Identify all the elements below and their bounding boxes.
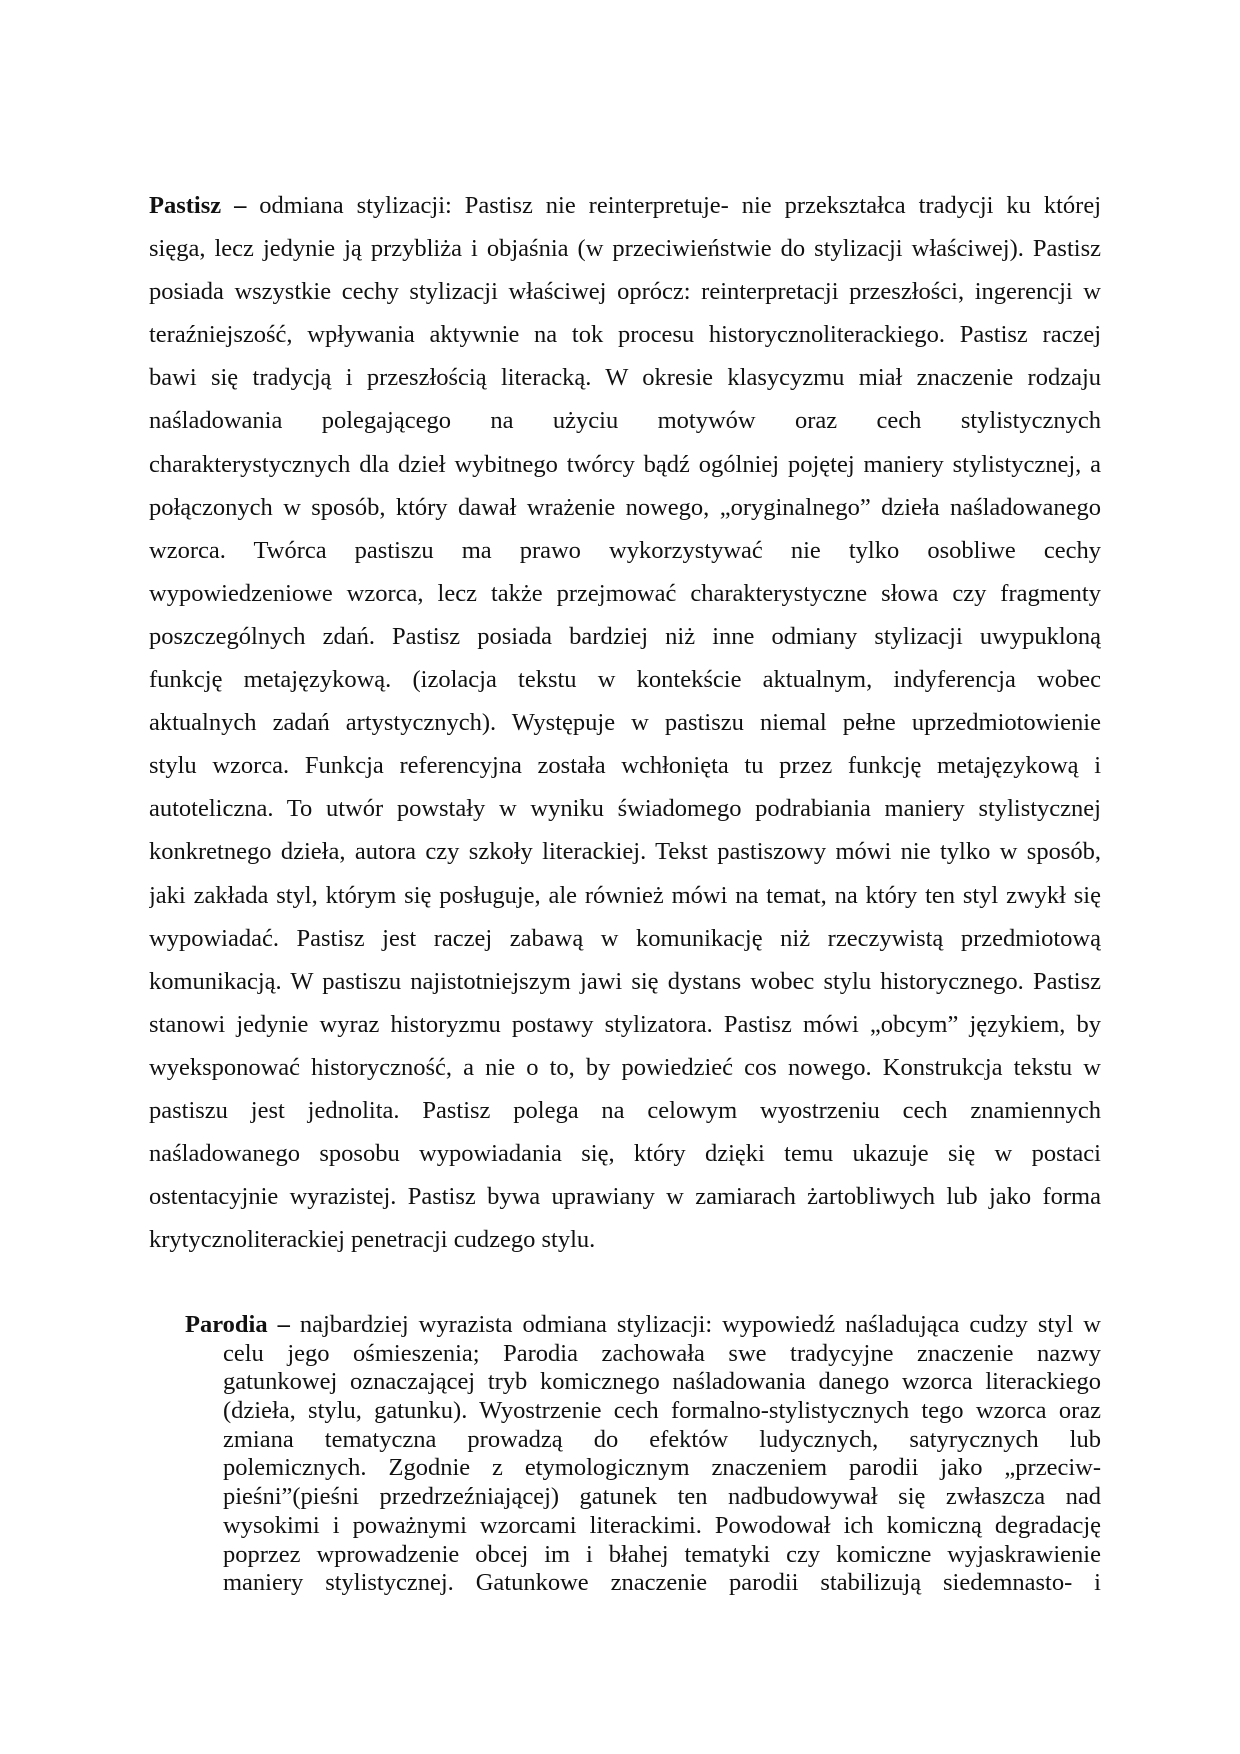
text-line — [223, 1454, 1101, 1483]
line-text: krytycznoliterackiej penetracji cudzego stylu. — [149, 1226, 596, 1254]
text-line — [149, 270, 1101, 313]
text-line — [149, 443, 1101, 486]
text-line — [149, 1218, 1101, 1261]
line-text: wyeksponować historyczność, a nie o to, by powiedzieć cos nowego. Konstrukcja tekstu w — [149, 1053, 1101, 1081]
line-text: wzorca. Twórca pastiszu ma prawo wykorzystywać nie tylko osobliwe cechy — [149, 536, 1101, 564]
line-text: stanowi jedynie wyraz historyzmu postawy stylizatora. Pastisz mówi „obcym” językiem, by — [149, 1010, 1101, 1038]
line-text: wypowiadać. Pastisz jest raczej zabawą w komunikację niż rzeczywistą przedmiotową — [149, 924, 1101, 952]
line-text: autoteliczna. To utwór powstały w wyniku świadomego podrabiania maniery stylistycznej — [149, 795, 1101, 823]
text-line — [223, 1426, 1101, 1455]
line-text: teraźniejszość, wpływania aktywnie na tok procesu historycznoliterackiego. Pastisz raczej — [149, 321, 1101, 349]
line-text: posiada wszystkie cechy stylizacji właściwej oprócz: reinterpretacji przeszłości, ingerencji w — [149, 278, 1101, 306]
text-line — [223, 1483, 1101, 1512]
text-line — [149, 701, 1101, 744]
text-line — [149, 356, 1101, 399]
line-text: celu jego ośmieszenia; Parodia zachowała swe tradycyjne znaczenie nazwy — [223, 1339, 1101, 1367]
text-line — [185, 1311, 1101, 1340]
text-line — [149, 1175, 1101, 1218]
text-line — [149, 486, 1101, 529]
text-line — [149, 874, 1101, 917]
line-text: naśladowania polegającego na użyciu motywów oraz cech stylistycznych — [149, 407, 1101, 435]
text-line — [149, 1046, 1101, 1089]
text-line — [149, 572, 1101, 615]
text-line — [149, 1003, 1101, 1046]
text-line — [149, 184, 1101, 227]
line-text: aktualnych zadań artystycznych). Występuje w pastiszu niemal pełne uprzedmiotowienie — [149, 709, 1101, 737]
line-text: odmiana stylizacji: Pastisz nie reinterpretuje- nie przekształca tradycji ku której — [246, 192, 1101, 219]
line-text: (dzieła, stylu, gatunku). Wyostrzenie cech formalno-stylistycznych tego wzorca oraz — [223, 1397, 1101, 1425]
text-line — [149, 227, 1101, 270]
line-text: pieśni”(pieśni przedrzeźniającej) gatunek ten nadbudowywał się zwłaszcza nad — [223, 1483, 1101, 1511]
text-line — [149, 1089, 1101, 1132]
text-line — [149, 313, 1101, 356]
line-text: wypowiedzeniowe wzorca, lecz także przejmować charakterystyczne słowa czy fragmenty — [149, 579, 1101, 607]
line-text: polemicznych. Zgodnie z etymologicznym znaczeniem parodii jako „przeciw- — [223, 1454, 1101, 1482]
text-line — [149, 787, 1101, 830]
line-text: pastiszu jest jednolita. Pastisz polega na celowym wyostrzeniu cech znamiennych — [149, 1096, 1101, 1124]
line-text: połączonych w sposób, który dawał wrażenie nowego, „oryginalnego” dzieła naśladowanego — [149, 493, 1101, 521]
parodia-paragraph — [185, 1311, 1101, 1598]
pastisz-paragraph — [149, 184, 1101, 1261]
text-line — [223, 1368, 1101, 1397]
line-text: gatunkowej oznaczającej tryb komicznego naśladowania danego wzorca literackiego — [223, 1368, 1101, 1396]
line-text: wysokimi i poważnymi wzorcami literackimi. Powodował ich komiczną degradację — [223, 1511, 1101, 1539]
line-text: komunikacją. W pastiszu najistotniejszym jawi się dystans wobec stylu historycznego. Pastisz — [149, 967, 1101, 995]
text-line — [149, 615, 1101, 658]
line-text: poszczególnych zdań. Pastisz posiada bardziej niż inne odmiany stylizacji uwypukloną — [149, 622, 1101, 650]
line-text: zmiana tematyczna prowadzą do efektów ludycznych, satyrycznych lub — [223, 1425, 1101, 1453]
line-text: stylu wzorca. Funkcja referencyjna została wchłonięta tu przez funkcję metajęzykową i — [149, 752, 1101, 780]
line-text: najbardziej wyrazista odmiana stylizacji: wypowiedź naśladująca cudzy styl w — [289, 1311, 1101, 1338]
text-line — [149, 1132, 1101, 1175]
text-line — [223, 1340, 1101, 1369]
text-line — [149, 960, 1101, 1003]
text-line — [149, 917, 1101, 960]
text-line — [149, 399, 1101, 442]
text-line — [223, 1541, 1101, 1570]
text-line — [223, 1397, 1101, 1426]
line-text: poprzez wprowadzenie obcej im i błahej tematyki czy komiczne wyjaskrawienie — [223, 1540, 1101, 1568]
line-text: jaki zakłada styl, którym się posługuje, ale również mówi na temat, na który ten styl zwykł się — [149, 881, 1101, 909]
text-line — [149, 830, 1101, 873]
text-line — [149, 744, 1101, 787]
text-line — [149, 658, 1101, 701]
text-line — [223, 1569, 1101, 1598]
line-text: sięga, lecz jedynie ją przybliża i objaśnia (w przeciwieństwie do stylizacji właściwej). Pastisz — [149, 235, 1101, 263]
line-text: maniery stylistycznej. Gatunkowe znaczenie parodii stabilizują siedemnasto- i — [223, 1569, 1101, 1597]
line-text: ostentacyjnie wyrazistej. Pastisz bywa uprawiany w zamiarach żartobliwych lub jako forma — [149, 1183, 1101, 1211]
line-text: funkcję metajęzykową. (izolacja tekstu w kontekście aktualnym, indyferencja wobec — [149, 666, 1101, 694]
term-heading: Parodia – — [185, 1311, 290, 1338]
term-heading: Pastisz – — [149, 192, 247, 219]
line-text: naśladowanego sposobu wypowiadania się, który dzięki temu ukazuje się w postaci — [149, 1140, 1101, 1168]
line-text: bawi się tradycją i przeszłością literacką. W okresie klasycyzmu miał znaczenie rodzaju — [149, 364, 1101, 392]
line-text: charakterystycznych dla dzieł wybitnego twórcy bądź ogólniej pojętej maniery stylistycznej, a — [149, 450, 1101, 478]
text-line — [223, 1512, 1101, 1541]
text-line — [149, 529, 1101, 572]
line-text: konkretnego dzieła, autora czy szkoły literackiej. Tekst pastiszowy mówi nie tylko w sposób, — [149, 838, 1101, 866]
